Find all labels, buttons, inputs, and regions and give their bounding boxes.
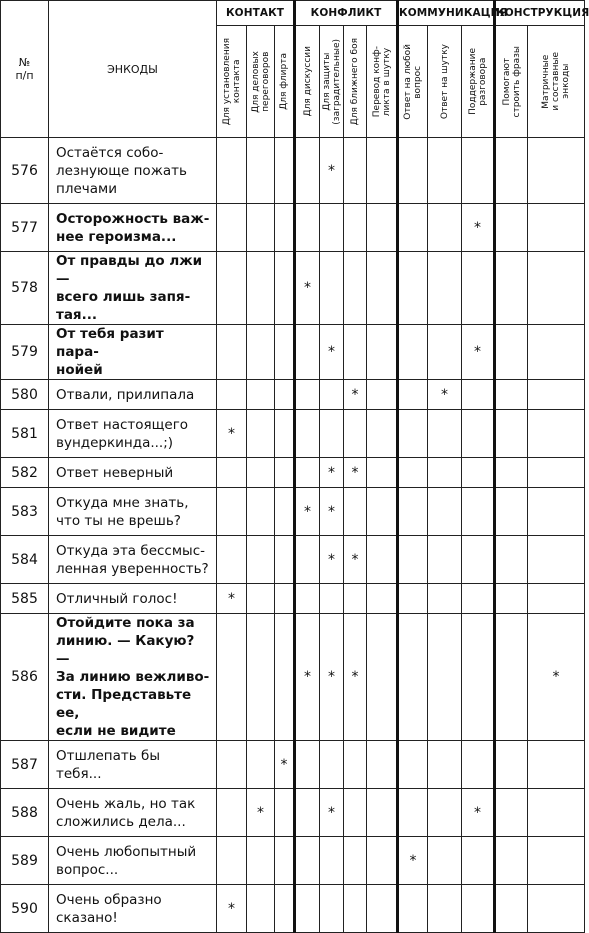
sub-header-label: Ответ на любой вопрос xyxy=(403,43,424,120)
sub-header-discussion xyxy=(295,26,320,138)
mark-cell xyxy=(462,584,495,614)
mark-cell xyxy=(398,614,428,741)
mark-cell xyxy=(247,584,275,614)
mark-cell xyxy=(428,837,462,885)
table-row xyxy=(1,584,585,614)
encode-text: Очень любопытный вопрос... xyxy=(49,837,217,885)
row-number: 579 xyxy=(1,325,49,380)
sub-header-joke-answer xyxy=(428,26,462,138)
mark-cell xyxy=(528,252,585,325)
sub-header-phrase-building xyxy=(495,26,528,138)
row-number: 590 xyxy=(1,885,49,933)
mark-cell xyxy=(462,138,495,204)
table-row xyxy=(1,138,585,204)
mark-cell xyxy=(295,325,320,380)
encode-text: Откуда эта бессмыс- ленная уверенность? xyxy=(49,536,217,584)
mark-cell xyxy=(495,410,528,458)
mark-cell xyxy=(398,584,428,614)
mark-cell xyxy=(275,614,295,741)
mark-cell xyxy=(462,741,495,789)
mark-cell: * xyxy=(320,138,344,204)
mark-cell xyxy=(295,789,320,837)
encode-text: Очень жаль, но так сложились дела... xyxy=(49,789,217,837)
mark-cell xyxy=(495,380,528,410)
mark-cell xyxy=(428,741,462,789)
table-row xyxy=(1,741,585,789)
encode-text: Ответ неверный xyxy=(49,458,217,488)
mark-cell: * xyxy=(320,325,344,380)
mark-cell: * xyxy=(247,789,275,837)
mark-cell xyxy=(495,837,528,885)
number-column-header: № п/п xyxy=(1,1,49,138)
mark-cell xyxy=(367,204,398,252)
mark-cell: * xyxy=(320,789,344,837)
mark-cell xyxy=(367,584,398,614)
mark-cell xyxy=(462,885,495,933)
mark-cell xyxy=(295,885,320,933)
mark-cell xyxy=(367,488,398,536)
mark-cell xyxy=(295,584,320,614)
row-number: 587 xyxy=(1,741,49,789)
mark-cell xyxy=(528,789,585,837)
mark-cell xyxy=(398,410,428,458)
row-number: 584 xyxy=(1,536,49,584)
mark-cell xyxy=(217,614,247,741)
mark-cell: * xyxy=(462,204,495,252)
mark-cell xyxy=(428,325,462,380)
mark-cell xyxy=(275,885,295,933)
mark-cell xyxy=(428,789,462,837)
mark-cell xyxy=(247,741,275,789)
mark-cell xyxy=(428,204,462,252)
mark-cell xyxy=(320,252,344,325)
mark-cell xyxy=(275,536,295,584)
encode-text: Остаётся собо- лезнующе пожать плечами xyxy=(49,138,217,204)
mark-cell xyxy=(398,380,428,410)
sub-header-label: Для деловых переговоров xyxy=(250,50,271,113)
mark-cell xyxy=(275,252,295,325)
mark-cell xyxy=(344,410,367,458)
mark-cell: * xyxy=(295,614,320,741)
mark-cell xyxy=(495,536,528,584)
sub-header-contact-setup xyxy=(217,26,247,138)
sub-header-close-combat xyxy=(344,26,367,138)
encodes-column-header: ЭНКОДЫ xyxy=(49,1,217,138)
mark-cell xyxy=(528,410,585,458)
row-number: 576 xyxy=(1,138,49,204)
encode-text: Откуда мне знать, что ты не врешь? xyxy=(49,488,217,536)
mark-cell xyxy=(398,325,428,380)
mark-cell xyxy=(428,885,462,933)
row-number: 585 xyxy=(1,584,49,614)
mark-cell xyxy=(528,458,585,488)
mark-cell xyxy=(428,488,462,536)
mark-cell xyxy=(295,837,320,885)
sub-header-label: Для дискуссии xyxy=(302,46,313,117)
encode-text: Отвали, прилипала xyxy=(49,380,217,410)
row-number: 577 xyxy=(1,204,49,252)
mark-cell xyxy=(462,614,495,741)
table-row xyxy=(1,536,585,584)
row-number: 582 xyxy=(1,458,49,488)
mark-cell xyxy=(495,204,528,252)
sub-header-conflict-to-joke xyxy=(367,26,398,138)
sub-header-label: Ответ на шутку xyxy=(439,43,450,120)
mark-cell xyxy=(528,204,585,252)
mark-cell: * xyxy=(217,885,247,933)
mark-cell xyxy=(462,252,495,325)
table-row xyxy=(1,885,585,933)
row-number: 586 xyxy=(1,614,49,741)
mark-cell xyxy=(295,458,320,488)
group-header-contact: КОНТАКТ xyxy=(217,1,295,26)
encode-text: Отойдите пока за линию. — Какую? — За линию вежливо- сти. Представьте ее, если не видите xyxy=(49,614,217,741)
table-row xyxy=(1,837,585,885)
mark-cell xyxy=(398,252,428,325)
sub-header-label: Помогают строить фразы xyxy=(501,45,522,118)
mark-cell xyxy=(295,410,320,458)
mark-cell: * xyxy=(462,325,495,380)
row-number: 589 xyxy=(1,837,49,885)
mark-cell xyxy=(367,789,398,837)
mark-cell xyxy=(495,252,528,325)
mark-cell xyxy=(344,837,367,885)
mark-cell xyxy=(398,488,428,536)
table-row xyxy=(1,789,585,837)
sub-header-label: Для защиты (заградительные) xyxy=(321,38,342,125)
mark-cell xyxy=(495,741,528,789)
mark-cell xyxy=(428,410,462,458)
mark-cell: * xyxy=(344,458,367,488)
row-number: 580 xyxy=(1,380,49,410)
sub-header-label: Для установления контакта xyxy=(221,37,242,126)
mark-cell xyxy=(344,204,367,252)
mark-cell xyxy=(320,380,344,410)
encode-text: Ответ настоящего вундеркинда...;) xyxy=(49,410,217,458)
mark-cell xyxy=(462,380,495,410)
mark-cell xyxy=(344,138,367,204)
encode-text: Отличный голос! xyxy=(49,584,217,614)
mark-cell xyxy=(275,138,295,204)
mark-cell xyxy=(275,458,295,488)
mark-cell xyxy=(398,458,428,488)
mark-cell xyxy=(295,741,320,789)
mark-cell xyxy=(295,380,320,410)
mark-cell xyxy=(462,536,495,584)
mark-cell: * xyxy=(428,380,462,410)
mark-cell: * xyxy=(320,488,344,536)
mark-cell xyxy=(344,488,367,536)
mark-cell xyxy=(367,837,398,885)
encode-text: От правды до лжи — всего лишь запя- тая... xyxy=(49,252,217,325)
mark-cell xyxy=(495,584,528,614)
mark-cell xyxy=(217,837,247,885)
mark-cell xyxy=(247,837,275,885)
mark-cell xyxy=(462,458,495,488)
mark-cell xyxy=(217,536,247,584)
mark-cell xyxy=(320,204,344,252)
table-row xyxy=(1,614,585,741)
mark-cell xyxy=(275,410,295,458)
mark-cell: * xyxy=(320,536,344,584)
mark-cell xyxy=(247,458,275,488)
mark-cell xyxy=(320,741,344,789)
sub-header-label: Перевод конф- ликта в шутку xyxy=(371,45,392,118)
mark-cell xyxy=(398,885,428,933)
mark-cell xyxy=(528,488,585,536)
mark-cell xyxy=(428,138,462,204)
mark-cell xyxy=(217,252,247,325)
mark-cell xyxy=(462,488,495,536)
mark-cell xyxy=(367,410,398,458)
group-header-conflict: КОНФЛИКТ xyxy=(295,1,398,26)
mark-cell xyxy=(528,741,585,789)
mark-cell xyxy=(367,380,398,410)
mark-cell xyxy=(217,789,247,837)
mark-cell xyxy=(320,837,344,885)
mark-cell xyxy=(344,325,367,380)
sub-header-label: Для ближнего боя xyxy=(350,37,361,126)
table-row xyxy=(1,204,585,252)
mark-cell xyxy=(367,741,398,789)
mark-cell xyxy=(247,380,275,410)
mark-cell xyxy=(217,741,247,789)
sub-header-defense xyxy=(320,26,344,138)
mark-cell xyxy=(398,789,428,837)
mark-cell: * xyxy=(344,614,367,741)
mark-cell xyxy=(495,789,528,837)
mark-cell xyxy=(428,614,462,741)
mark-cell: * xyxy=(320,458,344,488)
mark-cell xyxy=(275,204,295,252)
sub-header-any-question xyxy=(398,26,428,138)
mark-cell xyxy=(344,741,367,789)
row-number: 578 xyxy=(1,252,49,325)
mark-cell xyxy=(495,458,528,488)
mark-cell: * xyxy=(295,252,320,325)
mark-cell xyxy=(398,741,428,789)
mark-cell: * xyxy=(462,789,495,837)
table-header xyxy=(1,1,589,138)
mark-cell xyxy=(295,536,320,584)
mark-cell xyxy=(247,252,275,325)
mark-cell xyxy=(275,584,295,614)
mark-cell xyxy=(217,325,247,380)
mark-cell xyxy=(528,885,585,933)
table-row xyxy=(1,410,585,458)
mark-cell xyxy=(528,380,585,410)
mark-cell xyxy=(495,614,528,741)
mark-cell xyxy=(217,204,247,252)
mark-cell xyxy=(367,252,398,325)
table-row xyxy=(1,458,585,488)
mark-cell xyxy=(247,325,275,380)
mark-cell xyxy=(367,458,398,488)
mark-cell xyxy=(367,325,398,380)
mark-cell xyxy=(344,584,367,614)
group-header-communication: КОММУНИКАЦИЯ xyxy=(398,1,495,26)
mark-cell xyxy=(344,252,367,325)
mark-cell xyxy=(247,614,275,741)
mark-cell xyxy=(217,138,247,204)
mark-cell xyxy=(428,584,462,614)
sub-header-keep-conversation xyxy=(462,26,495,138)
mark-cell: * xyxy=(217,584,247,614)
mark-cell xyxy=(367,536,398,584)
group-header-construction: КОНСТРУКЦИЯ xyxy=(495,1,585,26)
mark-cell xyxy=(398,204,428,252)
mark-cell xyxy=(495,325,528,380)
sub-header-business xyxy=(247,26,275,138)
mark-cell xyxy=(367,885,398,933)
mark-cell xyxy=(320,584,344,614)
mark-cell: * xyxy=(320,614,344,741)
mark-cell xyxy=(398,138,428,204)
mark-cell: * xyxy=(217,410,247,458)
table-body xyxy=(1,138,585,933)
mark-cell xyxy=(247,885,275,933)
table-row xyxy=(1,380,585,410)
row-number: 581 xyxy=(1,410,49,458)
mark-cell xyxy=(247,488,275,536)
mark-cell xyxy=(275,380,295,410)
table-row xyxy=(1,325,585,380)
mark-cell xyxy=(367,138,398,204)
sub-header-matrix-encodes xyxy=(528,26,585,138)
mark-cell xyxy=(528,138,585,204)
mark-cell xyxy=(217,488,247,536)
mark-cell xyxy=(247,410,275,458)
sub-header-label: Для флирта xyxy=(279,53,290,110)
mark-cell xyxy=(275,837,295,885)
mark-cell xyxy=(495,885,528,933)
mark-cell xyxy=(217,458,247,488)
encode-text: Отшлепать бы тебя... xyxy=(49,741,217,789)
row-number: 588 xyxy=(1,789,49,837)
encode-text: Осторожность важ- нее героизма... xyxy=(49,204,217,252)
mark-cell xyxy=(367,614,398,741)
mark-cell xyxy=(247,138,275,204)
mark-cell xyxy=(428,536,462,584)
mark-cell xyxy=(428,458,462,488)
mark-cell xyxy=(462,837,495,885)
mark-cell xyxy=(528,584,585,614)
mark-cell xyxy=(344,885,367,933)
mark-cell xyxy=(462,410,495,458)
encode-text: От тебя разит пара- нойей xyxy=(49,325,217,380)
mark-cell: * xyxy=(344,380,367,410)
sub-header-label: Матричные и составные энкоды xyxy=(541,52,572,111)
encode-text: Очень образно сказано! xyxy=(49,885,217,933)
mark-cell xyxy=(428,252,462,325)
mark-cell: * xyxy=(295,488,320,536)
table-row xyxy=(1,252,585,325)
mark-cell: * xyxy=(528,614,585,741)
mark-cell xyxy=(344,789,367,837)
row-number: 583 xyxy=(1,488,49,536)
mark-cell: * xyxy=(344,536,367,584)
mark-cell xyxy=(275,488,295,536)
mark-cell xyxy=(495,138,528,204)
sub-header-label: Поддержание разговора xyxy=(467,48,488,115)
mark-cell: * xyxy=(275,741,295,789)
mark-cell xyxy=(320,885,344,933)
mark-cell: * xyxy=(398,837,428,885)
mark-cell xyxy=(398,536,428,584)
sub-header-flirt xyxy=(275,26,295,138)
mark-cell xyxy=(247,204,275,252)
mark-cell xyxy=(275,325,295,380)
mark-cell xyxy=(528,837,585,885)
mark-cell xyxy=(295,204,320,252)
table-row xyxy=(1,488,585,536)
mark-cell xyxy=(275,789,295,837)
mark-cell xyxy=(217,380,247,410)
mark-cell xyxy=(247,536,275,584)
mark-cell xyxy=(528,536,585,584)
mark-cell xyxy=(528,325,585,380)
mark-cell xyxy=(495,488,528,536)
mark-cell xyxy=(295,138,320,204)
mark-cell xyxy=(320,410,344,458)
